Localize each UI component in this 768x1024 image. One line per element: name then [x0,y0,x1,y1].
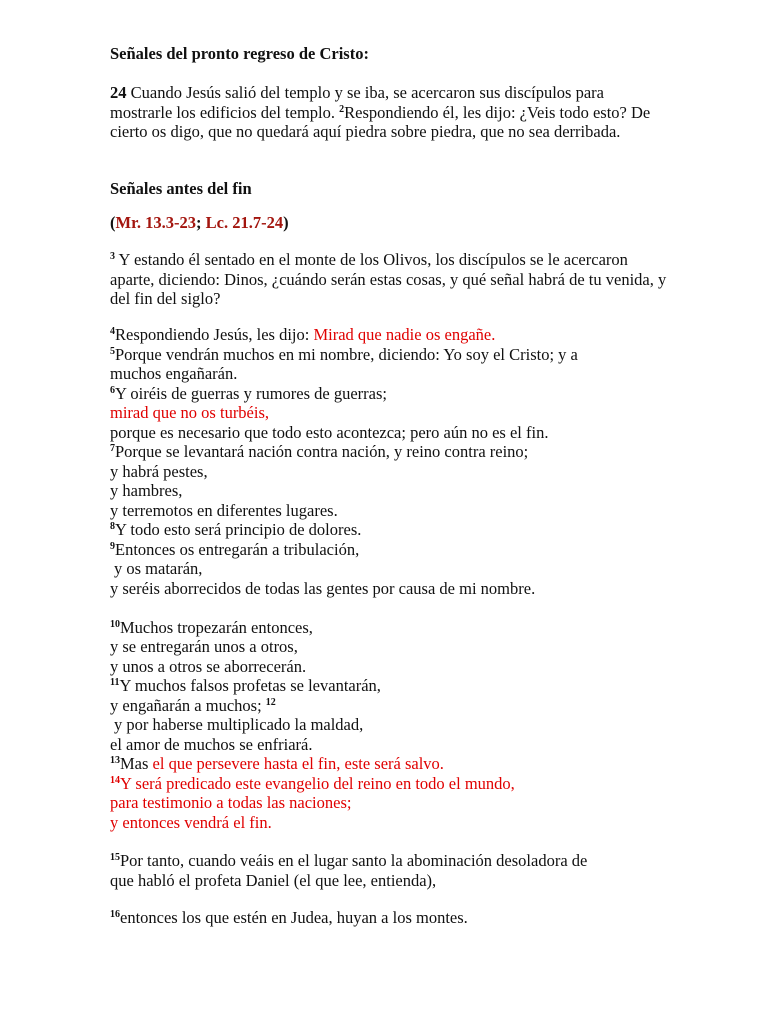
verse-number: 3 [110,251,115,262]
verse-14 [110,774,515,794]
verse-number: 14 [110,775,120,786]
reference-link[interactable]: Lc. 21.7-24 [205,213,284,232]
verse-text: Mas [120,754,153,773]
verse-line: que habló el profeta Daniel (el que lee, entienda), [110,871,437,890]
jesus-words: y entonces vendrá el fin. [110,813,272,832]
ref-separator: ; [196,213,202,232]
verse-text: Y todo esto será principio de dolores. [115,520,362,539]
verse-number: 11 [110,677,120,688]
verse-4 [110,325,495,345]
verse-text: y engañarán a muchos; [110,696,262,715]
verse-number: 7 [110,443,115,454]
verse-8 [110,520,361,540]
verse-13 [110,754,444,774]
section-heading: Señales antes del fin [110,179,252,198]
verse-text: Porque vendrán muchos en mi nombre, diciendo: Yo soy el Cristo; y a [115,345,578,364]
verse-line: porque es necesario que todo esto acontezca; pero aún no es el fin. [110,423,549,442]
verse-number: 4 [110,326,115,337]
cross-references [110,213,289,233]
section-heading: Señales del pronto regreso de Cristo: [110,44,369,63]
verse-line: y hambres, [110,481,183,500]
verse-text: Muchos tropezarán entonces, [120,618,313,637]
verse-9 [110,540,359,560]
verse-text: Y muchos falsos profetas se levantarán, [119,676,381,695]
verse-text: entonces los que estén en Judea, huyan a los montes. [120,908,468,927]
verse-number: 2 [339,103,345,115]
verse-line: y se entregarán unos a otros, [110,637,298,656]
verse-line: y habrá pestes, [110,462,208,481]
verse-text: Por tanto, cuando veáis en el lugar santo la abominación desoladora de [120,851,588,870]
chapter-number: 24 [110,83,127,102]
verse-text: Y oiréis de guerras y rumores de guerras; [115,384,388,403]
verse-11 [110,676,381,696]
verse-5 [110,345,578,365]
paren-open: ( [110,213,116,232]
verse-number: 6 [110,385,115,396]
verse-line: y por haberse multiplicado la maldad, [114,715,364,734]
verse-7 [110,442,528,462]
jesus-words: para testimonio a todas las naciones; [110,793,352,812]
verse-number: 9 [110,541,115,552]
verse-line: y terremotos en diferentes lugares. [110,501,338,520]
verse-16 [110,908,468,928]
verse-line: y seréis aborrecidos de todas las gentes por causa de mi nombre. [110,579,536,598]
verse-number: 5 [110,346,115,357]
verse-line [110,696,276,716]
verse-paragraph-3 [110,250,670,309]
verse-text: Respondiendo él, les dijo: ¿Veis todo esto? De cierto os digo, que no quedará aquí piedra sobre piedra, que no sea derribada. [110,102,651,141]
jesus-words: Y será predicado este evangelio del reino en todo el mundo, [120,774,515,793]
jesus-words: Mirad que nadie os engañe. [313,325,496,344]
verse-number: 8 [110,521,115,532]
verse-number: 12 [265,697,276,708]
verse-number: 15 [110,852,120,863]
verse-number: 10 [110,619,120,630]
verse-line: el amor de muchos se enfriará. [110,735,313,754]
verse-6 [110,384,387,404]
verse-line: muchos engañarán. [110,364,238,383]
jesus-words: el que persevere hasta el fin, este será salvo. [152,754,444,773]
verse-text: Porque se levantará nación contra nación, y reino contra reino; [115,442,529,461]
verse-number: 16 [110,909,120,920]
verse-text: Entonces os entregarán a tribulación, [115,540,360,559]
verse-text: Cuando Jesús salió del templo y se iba, se acercaron sus discípulos para mostrarle los edificios del templo. [110,83,604,122]
verse-paragraph-24 [110,83,670,142]
paren-close: ) [283,213,289,232]
reference-link[interactable]: Mr. 13.3-23 [115,213,197,232]
jesus-words: mirad que no os turbéis, [110,403,270,422]
verse-text: Respondiendo Jesús, les dijo: [115,325,314,344]
verse-line: y os matarán, [114,559,203,578]
verse-line: y unos a otros se aborrecerán. [110,657,307,676]
verse-text: Y estando él sentado en el monte de los Olivos, los discípulos se le acercaron aparte, diciendo: Dinos, ¿cuándo serán estas cosas, y qué señal habrá de tu venida, y del fin del siglo? [110,250,667,308]
verse-15 [110,851,587,871]
verse-number: 13 [110,755,120,766]
verse-10 [110,618,313,638]
